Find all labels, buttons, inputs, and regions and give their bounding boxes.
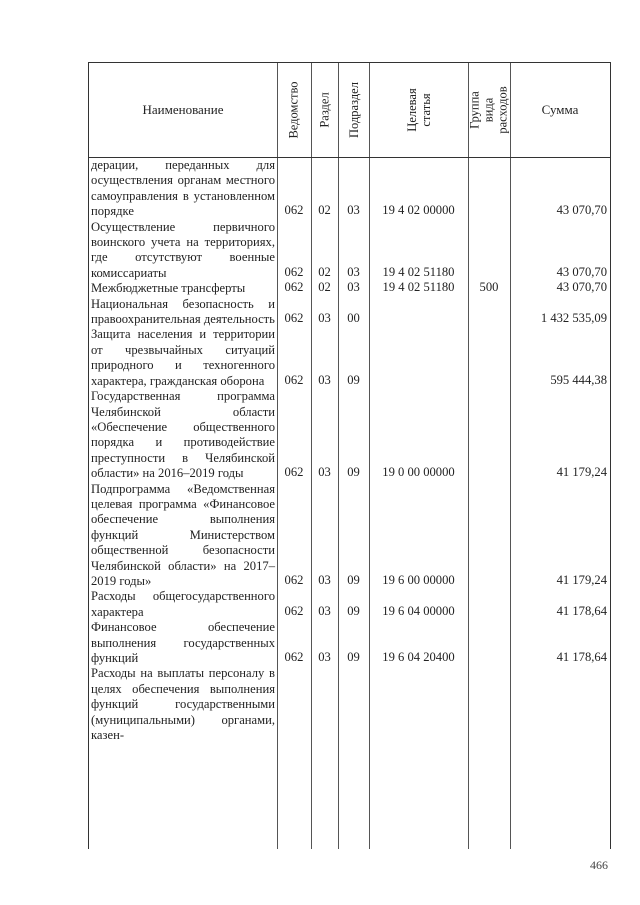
row-podrazdel: 09 <box>347 465 360 480</box>
row-name: Межбюджетные трансферты <box>91 281 246 296</box>
header-celevaya: Целевая статья <box>404 88 433 132</box>
row-celevaya: 19 6 04 20400 <box>382 650 455 664</box>
row-name: Расходы на выплаты персоналу в целях обеспечения выполнения функций государственными (муниципальными) органами, казен- <box>91 666 275 743</box>
header-celevaya-cell <box>369 63 468 157</box>
header-podrazdel-cell <box>338 63 369 157</box>
row-name: дерации, переданных для осуществления органам местного самоуправления в установленном порядке <box>91 158 275 219</box>
row-podrazdel: 03 <box>347 264 360 279</box>
header-razdel: Раздел <box>317 92 332 128</box>
row-name: Расходы общегосударственного характера <box>91 589 275 619</box>
table-row <box>89 389 610 481</box>
row-summa: 43 070,70 <box>556 203 607 218</box>
row-celevaya: 19 4 02 51180 <box>382 280 455 295</box>
header-vedomstvo: Ведомство <box>287 81 301 139</box>
row-podrazdel: 00 <box>347 311 360 326</box>
row-name: Финансовое обеспечение выполнения государственных функций <box>91 620 275 665</box>
header-podrazdel: Подраздел <box>346 82 361 138</box>
table-row <box>89 281 610 296</box>
row-podrazdel: 03 <box>347 203 360 218</box>
row-podrazdel: 03 <box>347 280 360 295</box>
row-summa: 1 432 535,09 <box>540 311 607 326</box>
table-row <box>89 620 610 666</box>
row-name: Защита населения и территории от чрезвычайных ситуаций природного и техногенного характера, гражданская оборона <box>91 327 275 388</box>
table-row <box>89 589 610 620</box>
row-summa: 41 179,24 <box>556 465 607 480</box>
row-podrazdel: 09 <box>347 372 360 387</box>
row-razdel: 02 <box>318 280 331 295</box>
row-podrazdel: 09 <box>347 572 360 587</box>
table-row <box>89 297 610 328</box>
row-summa: 41 179,24 <box>556 572 607 587</box>
row-razdel: 03 <box>318 465 331 480</box>
row-name: Государственная программа Челябинской области «Обеспечение общественного порядка и противодействие преступности в Челябинской области» на 2016–2019 годы <box>91 389 275 481</box>
row-celevaya: 19 0 00 00000 <box>382 465 455 480</box>
table-row <box>89 220 610 282</box>
table-row <box>89 158 610 220</box>
header-vedomstvo-cell <box>277 63 311 157</box>
row-vedomstvo: 062 <box>284 572 304 587</box>
table-body <box>89 158 610 743</box>
header-summa: Сумма <box>541 102 579 117</box>
row-vedomstvo: 062 <box>284 603 304 618</box>
row-razdel: 03 <box>318 650 331 664</box>
row-summa: 43 070,70 <box>556 280 607 295</box>
row-razdel: 02 <box>318 203 331 218</box>
row-celevaya: 19 6 04 00000 <box>382 603 455 618</box>
header-gruppa: Группа вида расходов <box>468 86 511 134</box>
row-summa: 41 178,64 <box>556 650 607 664</box>
table-row <box>89 666 610 743</box>
table-row <box>89 327 610 389</box>
row-razdel: 03 <box>318 372 331 387</box>
row-vedomstvo: 062 <box>284 264 304 279</box>
row-vedomstvo: 062 <box>284 203 304 218</box>
row-vedomstvo: 062 <box>284 372 304 387</box>
row-razdel: 02 <box>318 264 331 279</box>
header-gruppa-cell <box>468 63 510 157</box>
row-name: Подпрограмма «Ведомственная целевая программа «Финансовое обеспечение выполнения функций Министерством общественной безопасности Челябинской области» на 2017–2019 годы» <box>91 481 275 588</box>
row-summa: 43 070,70 <box>556 264 607 279</box>
budget-table <box>88 62 611 849</box>
row-name: Национальная безопасность и правоохранительная деятельность <box>91 296 275 327</box>
row-summa: 595 444,38 <box>550 372 607 387</box>
table-row <box>89 482 610 590</box>
row-podrazdel: 09 <box>347 603 360 618</box>
row-podrazdel: 09 <box>347 650 360 664</box>
row-vedomstvo: 062 <box>284 280 304 295</box>
row-summa: 41 178,64 <box>556 603 607 618</box>
row-razdel: 03 <box>318 572 331 587</box>
row-celevaya: 19 4 02 51180 <box>382 264 455 279</box>
row-vedomstvo: 062 <box>284 650 304 664</box>
row-razdel: 03 <box>318 311 331 326</box>
row-name: Осуществление первичного воинского учета на территориях, где отсутствуют военные комиссариаты <box>91 219 275 280</box>
row-razdel: 03 <box>318 603 331 618</box>
header-name: Наименование <box>142 102 224 117</box>
header-razdel-cell <box>311 63 338 157</box>
row-celevaya: 19 6 00 00000 <box>382 572 455 587</box>
row-vedomstvo: 062 <box>284 465 304 480</box>
row-celevaya: 19 4 02 00000 <box>382 203 455 218</box>
row-vedomstvo: 062 <box>284 311 304 326</box>
row-gruppa: 500 <box>479 280 499 295</box>
page-number: 466 <box>590 858 608 872</box>
